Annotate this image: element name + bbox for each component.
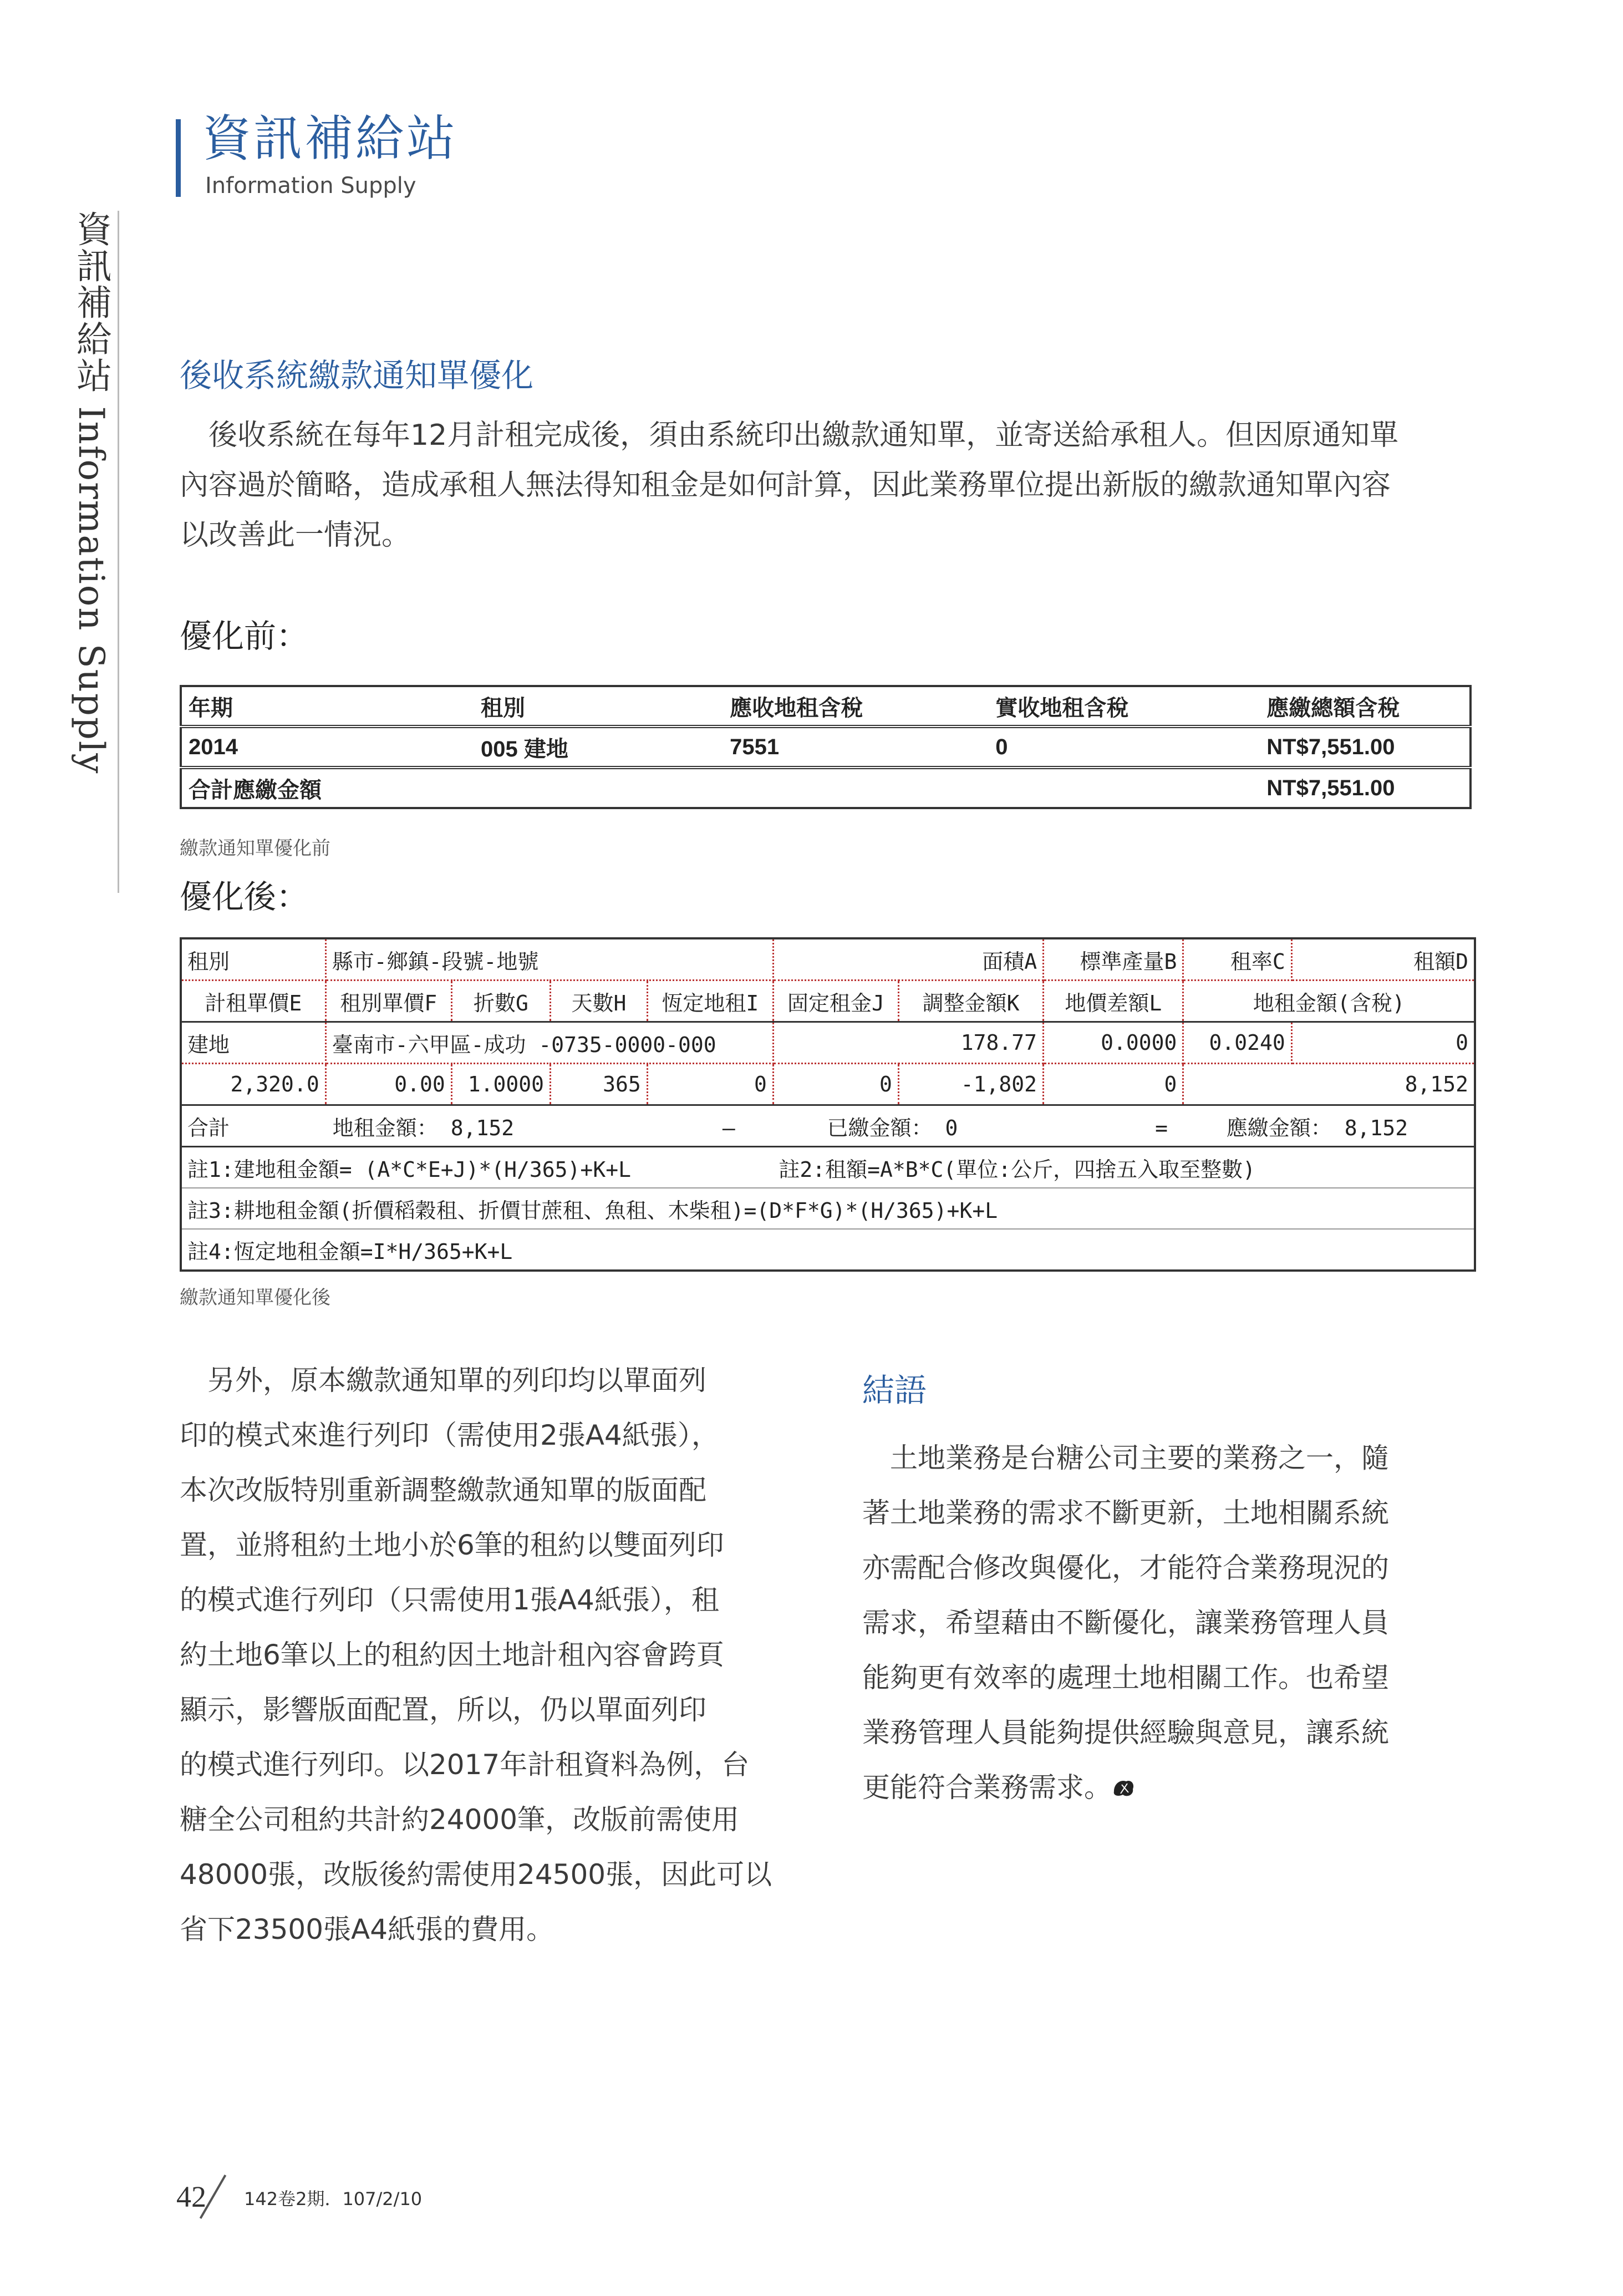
header-cell: 標準產量B: [1044, 938, 1183, 981]
rent-label: 地租金額：: [332, 1115, 438, 1140]
section-heading: 後收系統繳款通知單優化: [180, 357, 534, 394]
header-cell: 年期: [181, 686, 474, 727]
due-label: 應繳金額：: [1226, 1115, 1332, 1140]
note-3: 註3:耕地租金額(折價稻穀租、折價甘蔗租、魚租、木柴租)=(D*F*G)*(H/365)+K+L: [181, 1188, 1475, 1229]
paid-label: 已繳金額：: [827, 1115, 933, 1140]
cell: 建地: [181, 1022, 325, 1064]
para-line: 土地業務是台糖公司主要的業務之一，隨: [862, 1442, 1389, 1474]
cell: 178.77: [773, 1022, 1043, 1064]
note-4: 註4:恆定地租金額=I*H/365+K+L: [187, 1239, 513, 1264]
header-cell: 租別: [181, 938, 325, 981]
header-cell: 折數G: [451, 981, 550, 1022]
para-line: 顯示，影響版面配置，所以，仍以單面列印: [180, 1694, 706, 1726]
para-line: 需求，希望藉由不斷優化，讓業務管理人員: [862, 1607, 1389, 1639]
note-row: [181, 1229, 1475, 1271]
table-header-row: [181, 938, 1475, 981]
cell: 005 建地: [474, 727, 723, 768]
header-cell: 調整金額K: [898, 981, 1043, 1022]
note-1: 註1:建地租金額= (A*C*E+J)*(H/365)+K+L: [181, 1147, 773, 1188]
before-label: 優化前：: [180, 617, 309, 655]
header-cell: 實收地租含稅: [989, 686, 1260, 727]
header-cell: 地價差額L: [1044, 981, 1183, 1022]
after-label: 優化後：: [180, 878, 309, 916]
cell: 365: [551, 1064, 648, 1105]
para-line: 省下23500張A4紙張的費用。: [180, 1913, 554, 1945]
section-subtitle: Information Supply: [205, 173, 416, 199]
table-row: [181, 727, 1471, 768]
cell: 1.0000: [451, 1064, 550, 1105]
para-line: 約土地6筆以上的租約因土地計租內容會跨頁: [180, 1639, 724, 1671]
page-number: 42: [176, 2180, 206, 2213]
last-line-text: 更能符合業務需求。: [862, 1771, 1112, 1804]
para-line: 能夠更有效率的處理土地相關工作。也希望: [862, 1662, 1389, 1694]
cell: 0: [1044, 1064, 1183, 1105]
header-cell: 天數H: [551, 981, 648, 1022]
header-cell: 恆定地租I: [647, 981, 773, 1022]
table-header-row: [181, 981, 1475, 1022]
para-line: 另外，原本繳款通知單的列印均以單面列: [180, 1364, 706, 1396]
cell: 0.0000: [1044, 1022, 1183, 1064]
conclusion-paragraph: [862, 1431, 1478, 1815]
para-line: 亦需配合修改與優化，才能符合業務現況的: [862, 1552, 1389, 1584]
cell: 0: [773, 1064, 898, 1105]
after-caption: 繳款通知單優化後: [180, 1287, 330, 1309]
cell: 0.00: [325, 1064, 451, 1105]
side-running-head: 資訊補給站 Information Supply: [70, 211, 111, 775]
before-table: [180, 685, 1472, 809]
cell: NT$7,551.00: [1260, 727, 1471, 768]
sum-label: 合計: [187, 1115, 230, 1140]
para-line: 內容過於簡略，造成承租人無法得知租金是如何計算，因此業務單位提出新版的繳款通知單內容: [180, 469, 1391, 502]
para-line: 後收系統在每年12月計租完成後，須由系統印出繳款通知單，並寄送給承租人。但因原通知單: [180, 419, 1399, 452]
para-line: 以改善此一情況。: [180, 519, 411, 552]
table-row: [181, 1064, 1475, 1105]
issue-info: 142卷2期．107/2/10: [244, 2188, 423, 2209]
minus-sign: —: [722, 1115, 735, 1140]
due-value: 8,152: [1344, 1115, 1408, 1140]
note-row: [181, 1147, 1475, 1188]
cell: 臺南市-六甲區-成功 -0735-0000-000: [325, 1022, 773, 1064]
header-cell: 計租單價E: [181, 981, 325, 1022]
header-cell: 租額D: [1291, 938, 1475, 981]
header-cell: 地租金額(含稅): [1183, 981, 1475, 1022]
note-2: 註2:租額=A*B*C(單位:公斤，四捨五入取至整數): [773, 1147, 1475, 1188]
cell: 8,152: [1183, 1064, 1475, 1105]
side-rule: [118, 211, 119, 893]
section-title: 資訊補給站: [202, 110, 458, 167]
total-value: NT$7,551.00: [1266, 775, 1395, 800]
conclusion-heading: 結語: [862, 1371, 927, 1409]
intro-paragraph: [180, 410, 1472, 560]
table-header-row: [181, 686, 1471, 727]
para-line: 的模式進行列印（只需使用1張A4紙張），租: [180, 1584, 719, 1616]
header-accent-bar: [176, 119, 181, 197]
table-total-row: [181, 768, 1471, 808]
cell: 2014: [181, 727, 474, 768]
cell: 0: [1291, 1022, 1475, 1064]
header-cell: 租別單價F: [325, 981, 451, 1022]
para-line: 糖全公司租約共計約24000筆，改版前需使用: [180, 1804, 740, 1836]
header-cell: 租別: [474, 686, 723, 727]
para-line: 本次改版特別重新調整繳款通知單的版面配: [180, 1474, 706, 1506]
paid-value: 0: [945, 1115, 958, 1140]
before-caption: 繳款通知單優化前: [180, 837, 330, 860]
para-line: 的模式進行列印。以2017年計租資料為例，台: [180, 1749, 750, 1781]
para-line: 印的模式來進行列印（需使用2張A4紙張），: [180, 1419, 719, 1451]
cell: 0.0240: [1183, 1022, 1291, 1064]
total-label: 合計應繳金額: [189, 778, 322, 802]
header-cell: 租率C: [1183, 938, 1291, 981]
cell: 0: [647, 1064, 773, 1105]
para-line: [862, 1760, 1478, 1815]
header-cell: 縣市-鄉鎮-段號-地號: [325, 938, 773, 981]
header-cell: 應收地租含稅: [723, 686, 989, 727]
header-cell: 面積A: [773, 938, 1043, 981]
left-column-paragraph: [180, 1353, 795, 1957]
cell: 0: [989, 727, 1260, 768]
header-cell: 應繳總額含稅: [1260, 686, 1471, 727]
sum-cell: [181, 1105, 1475, 1147]
cell: 2,320.0: [181, 1064, 325, 1105]
para-line: 業務管理人員能夠提供經驗與意見，讓系統: [862, 1716, 1389, 1749]
para-line: 48000張，改版後約需使用24500張，因此可以: [180, 1858, 772, 1891]
cell: -1,802: [898, 1064, 1043, 1105]
cell: 7551: [723, 727, 989, 768]
table-row: [181, 1022, 1475, 1064]
para-line: 著土地業務的需求不斷更新，土地相關系統: [862, 1497, 1389, 1529]
header-cell: 固定租金J: [773, 981, 898, 1022]
end-mark-icon: [1112, 1777, 1136, 1799]
rent-value: 8,152: [450, 1115, 515, 1140]
note-row: [181, 1188, 1475, 1229]
after-table: [180, 937, 1476, 1272]
para-line: 置，並將租約土地小於6筆的租約以雙面列印: [180, 1529, 724, 1561]
equals-sign: =: [1155, 1115, 1168, 1140]
table-sum-row: [181, 1105, 1475, 1147]
